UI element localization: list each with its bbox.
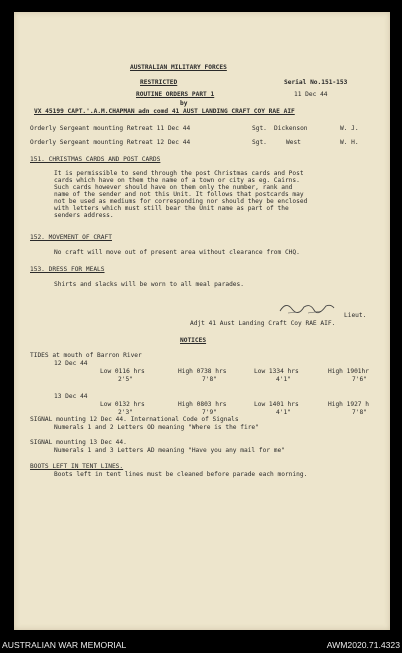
orderly-name-1: Dickenson — [274, 125, 308, 132]
item-153-line: Shirts and slacks will be worn to all meal parades. — [54, 281, 244, 288]
orderly-name-2: West — [286, 139, 301, 146]
tide-height: 7'8" — [202, 376, 217, 383]
boots-heading: BOOTS LEFT IN TENT LINES. — [30, 463, 124, 470]
orderly-init-1: W. J. — [340, 125, 359, 132]
by-label: by — [180, 100, 188, 107]
item-151-line: with letters which must still bear the Unit name as part of the — [54, 205, 289, 212]
tide-height: 7'8" — [352, 409, 367, 416]
authority-line: VX 45199 CAPT.'.A.M.CHAPMAN adn comd 41 AUST LANDING CRAFT COY RAE AIF — [34, 108, 295, 115]
signature-line: Adjt 41 Aust Landing Craft Coy RAE AIF. — [190, 320, 336, 327]
orders-date: 11 Dec 44 — [294, 91, 328, 98]
boots-line: Boots left in tent lines must be cleaned before parade each morning. — [54, 471, 308, 478]
item-151-line: Such cards however should have on them only the number, rank and — [54, 184, 293, 191]
item-151-heading: 151. CHRISTMAS CARDS AND POST CARDS — [30, 156, 161, 163]
serial-number: Serial No.151-153 — [284, 79, 348, 86]
tide-height: 7'6" — [352, 376, 367, 383]
item-151-line: It is permissible to send through the post Christmas cards and Post — [54, 170, 304, 177]
orderly-line-1: Orderly Sergeant mounting Retreat 11 Dec 44 — [30, 125, 191, 132]
tide-entry: High 0738 hrs — [178, 368, 227, 375]
tide-height: 7'9" — [202, 409, 217, 416]
org-heading: AUSTRALIAN MILITARY FORCES — [130, 64, 227, 71]
orderly-rank-1: Sgt. — [252, 125, 267, 132]
item-152-heading: 152. MOVEMENT OF CRAFT — [30, 234, 112, 241]
orderly-init-2: W. H. — [340, 139, 359, 146]
signal-12-line: SIGNAL mounting 12 Dec 44. International Code of Signals — [30, 416, 239, 423]
item-151-line: not be used as mediums for corresponding nor should they be enclosed — [54, 198, 308, 205]
item-151-line: name of the sender and not this Unit. It follows that postcards may — [54, 191, 304, 198]
archive-name: AUSTRALIAN WAR MEMORIAL — [2, 640, 127, 650]
classification: RESTRICTED — [140, 79, 178, 86]
tide-height: 4'1" — [276, 409, 291, 416]
item-151-line: senders address. — [54, 212, 114, 219]
signature-rank: Lieut. — [344, 312, 367, 319]
tide-entry: Low 1401 hrs — [254, 401, 299, 408]
document-page — [14, 12, 390, 630]
item-151-line: cards which have on them the name of a town or city as eg. Cairns. — [54, 177, 300, 184]
tide-entry: Low 0116 hrs — [100, 368, 145, 375]
tide-entry: Low 0132 hrs — [100, 401, 145, 408]
tide-date: 12 Dec 44 — [54, 360, 88, 367]
signal-13-line: Numerals 1 and 3 Letters AD meaning "Have you any mail for me" — [54, 447, 285, 454]
item-152-line: No craft will move out of present area without clearance from CHQ. — [54, 249, 300, 256]
orderly-line-2: Orderly Sergeant mounting Retreat 12 Dec 44 — [30, 139, 191, 146]
tide-height: 2'5" — [118, 376, 133, 383]
archive-reference: AWM2020.71.4323 — [326, 640, 400, 650]
archive-footer — [0, 635, 402, 653]
item-153-heading: 153. DRESS FOR MEALS — [30, 266, 105, 273]
handwritten-signature — [278, 299, 336, 317]
tide-date: 13 Dec 44 — [54, 393, 88, 400]
signal-13-line: SIGNAL mounting 13 Dec 44. — [30, 439, 127, 446]
tide-entry: Low 1334 hrs — [254, 368, 299, 375]
tide-entry: High 1901hr — [328, 368, 369, 375]
tide-entry: High 0803 hrs — [178, 401, 227, 408]
tide-entry: High 1927 h — [328, 401, 369, 408]
tides-title: TIDES at mouth of Barron River — [30, 352, 142, 359]
signal-12-line: Numerals 1 and 2 Letters OD meaning "Where is the fire" — [54, 424, 259, 431]
orders-title: ROUTINE ORDERS PART 1 — [136, 91, 215, 98]
notices-heading: NOTICES — [180, 337, 207, 344]
tide-height: 2'3" — [118, 409, 133, 416]
orderly-rank-2: Sgt. — [252, 139, 267, 146]
tide-height: 4'1" — [276, 376, 291, 383]
